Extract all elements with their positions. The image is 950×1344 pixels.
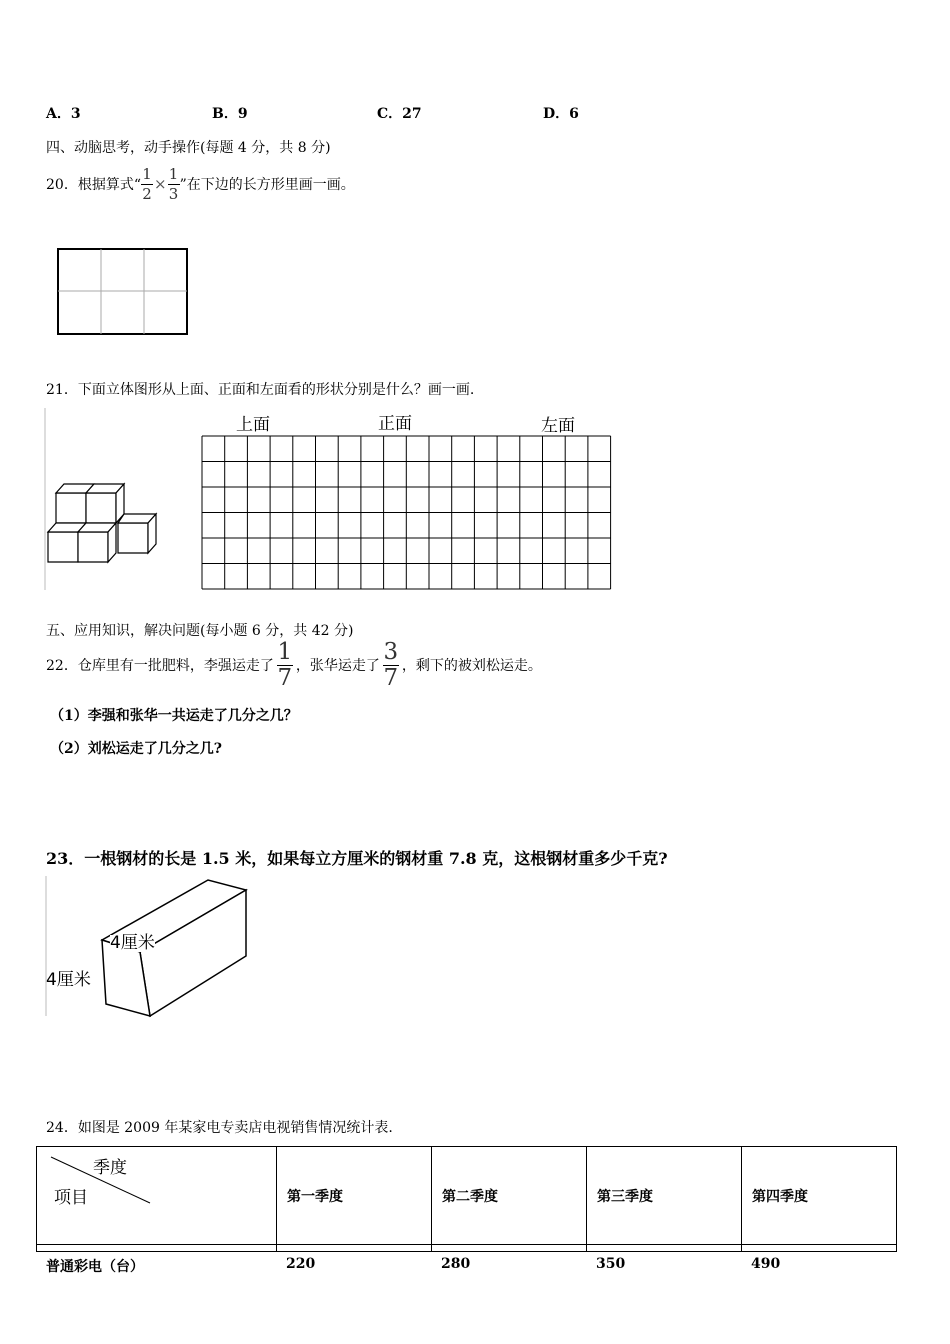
option-a: A．3 bbox=[46, 106, 81, 122]
q20-prefix: 20．根据算式“ bbox=[46, 177, 141, 193]
fraction-one-seventh bbox=[277, 638, 293, 691]
question-24 bbox=[46, 1117, 393, 1137]
sales-table bbox=[36, 1146, 896, 1276]
label-top-view: 上面 bbox=[236, 415, 270, 435]
q20-rectangle bbox=[56, 247, 190, 337]
question-20 bbox=[46, 160, 355, 208]
header-q1: 第一季度 bbox=[277, 1147, 432, 1245]
q20-frac2-num: 1 bbox=[168, 164, 179, 183]
q20-suffix: ”在下边的长方形里画一画。 bbox=[179, 177, 355, 193]
table-spacer-row bbox=[37, 1245, 897, 1252]
corner-cell bbox=[37, 1147, 277, 1245]
drawing-grid bbox=[201, 435, 614, 592]
q22-subquestion-1: （1）李强和张华一共运走了几分之几？ bbox=[50, 708, 298, 724]
header-q4: 第四季度 bbox=[742, 1147, 897, 1245]
question-22 bbox=[46, 640, 542, 690]
section-4-title: 四、动脑思考，动手操作(每题 4 分，共 8 分) bbox=[46, 140, 331, 156]
section-5-title: 五、应用知识，解决问题(每小题 6 分，共 42 分) bbox=[46, 623, 354, 639]
fraction-three-sevenths bbox=[383, 638, 399, 691]
row-label: 普通彩电（台） bbox=[46, 1259, 144, 1275]
q20-frac1-den: 2 bbox=[142, 184, 152, 203]
q22-frac2-den: 7 bbox=[383, 664, 399, 691]
q24-text: 24．如图是 2009 年某家电专卖店电视销售情况统计表. bbox=[46, 1120, 393, 1136]
q22-frac1-den: 7 bbox=[277, 664, 293, 691]
label-front-view: 正面 bbox=[378, 414, 412, 434]
option-b: B．9 bbox=[212, 106, 248, 122]
q22-middle: ，张华运走了 bbox=[295, 658, 380, 674]
cube-stack-figure bbox=[44, 408, 162, 592]
times-sign: × bbox=[153, 175, 167, 193]
corner-label-item: 项目 bbox=[54, 1188, 88, 1208]
option-c: C．27 bbox=[377, 106, 422, 122]
q22-frac2-num: 3 bbox=[383, 638, 399, 665]
q22-frac1-num: 1 bbox=[277, 638, 293, 665]
q22-prefix: 22．仓库里有一批肥料，李强运走了 bbox=[46, 658, 274, 674]
q22-subquestion-2: （2）刘松运走了几分之几? bbox=[50, 741, 222, 757]
question-23: 23．一根钢材的长是 1.5 米，如果每立方厘米的钢材重 7.8 克，这根钢材重多少千克? bbox=[46, 849, 668, 868]
table-row bbox=[36, 1252, 896, 1276]
dimension-label-top: 4厘米 bbox=[110, 933, 155, 953]
value-q3: 350 bbox=[596, 1256, 626, 1272]
header-q2: 第二季度 bbox=[432, 1147, 587, 1245]
value-q2: 280 bbox=[441, 1256, 471, 1272]
corner-label-quarter: 季度 bbox=[93, 1158, 127, 1178]
fraction-one-third bbox=[168, 164, 180, 203]
table-header-row bbox=[37, 1147, 897, 1245]
label-left-view: 左面 bbox=[541, 416, 575, 436]
question-21: 21．下面立体图形从上面、正面和左面看的形状分别是什么？画一画. bbox=[46, 382, 475, 398]
dimension-label-side: 4厘米 bbox=[46, 970, 91, 990]
header-q3: 第三季度 bbox=[587, 1147, 742, 1245]
value-q1: 220 bbox=[286, 1256, 316, 1272]
q22-suffix: ，剩下的被刘松运走。 bbox=[401, 658, 542, 674]
q20-frac2-den: 3 bbox=[168, 184, 179, 203]
fraction-one-half bbox=[141, 164, 153, 203]
value-q4: 490 bbox=[751, 1256, 781, 1272]
q20-frac1-num: 1 bbox=[142, 164, 152, 183]
option-d: D．6 bbox=[543, 106, 579, 122]
